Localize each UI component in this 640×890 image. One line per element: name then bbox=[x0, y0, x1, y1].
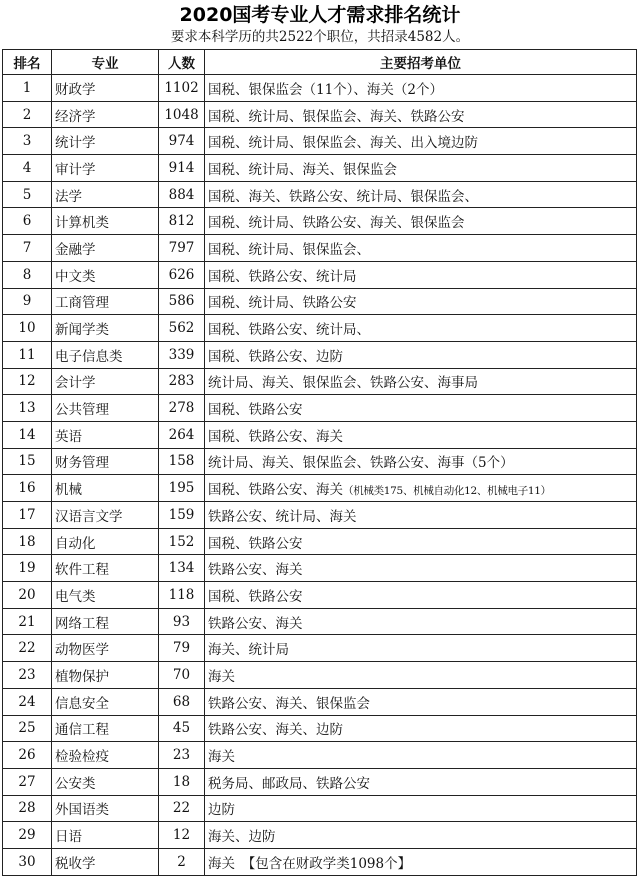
units-cell bbox=[205, 155, 637, 182]
major-cell: 检验检疫 bbox=[52, 742, 159, 769]
major-cell: 通信工程 bbox=[52, 715, 159, 742]
table-row bbox=[3, 635, 637, 662]
count-cell: 159 bbox=[159, 502, 205, 529]
count-cell: 22 bbox=[159, 795, 205, 822]
table-row bbox=[3, 715, 637, 742]
table-row bbox=[3, 768, 637, 795]
units-text: 铁路公安、统计局、海关 bbox=[208, 508, 357, 525]
rank-cell: 30 bbox=[3, 848, 52, 875]
major-cell: 工商管理 bbox=[52, 288, 159, 315]
table-row bbox=[3, 848, 637, 875]
units-cell bbox=[205, 528, 637, 555]
table-row bbox=[3, 448, 637, 475]
header-count: 人数 bbox=[159, 50, 205, 75]
units-text: 国税、统计局、铁路公安 bbox=[208, 295, 357, 312]
major-cell: 公共管理 bbox=[52, 395, 159, 422]
major-cell: 电子信息类 bbox=[52, 341, 159, 368]
table-row bbox=[3, 555, 637, 582]
units-text: 海关 bbox=[208, 749, 235, 766]
rank-cell: 6 bbox=[3, 208, 52, 235]
rank-cell: 27 bbox=[3, 768, 52, 795]
units-cell bbox=[205, 315, 637, 342]
units-cell bbox=[205, 288, 637, 315]
rank-cell: 17 bbox=[3, 502, 52, 529]
units-cell bbox=[205, 635, 637, 662]
units-text: 海关、边防 bbox=[208, 829, 276, 846]
rank-cell: 20 bbox=[3, 582, 52, 609]
table-row bbox=[3, 608, 637, 635]
table-row bbox=[3, 475, 637, 502]
units-cell bbox=[205, 502, 637, 529]
rank-cell: 3 bbox=[3, 128, 52, 155]
units-text: 边防 bbox=[208, 802, 235, 819]
units-text: 国税、铁路公安、海关 bbox=[208, 482, 343, 499]
count-cell: 283 bbox=[159, 368, 205, 395]
rank-cell: 18 bbox=[3, 528, 52, 555]
units-text: 国税、银保监会（11个）、海关（2个） bbox=[208, 81, 444, 98]
units-text: 铁路公安、海关、边防 bbox=[208, 722, 343, 739]
major-cell: 财务管理 bbox=[52, 448, 159, 475]
units-text: 国税、铁路公安、边防 bbox=[208, 348, 343, 365]
major-cell: 外国语类 bbox=[52, 795, 159, 822]
units-cell bbox=[205, 688, 637, 715]
units-text: 铁路公安、海关 bbox=[208, 562, 303, 579]
major-cell: 信息安全 bbox=[52, 688, 159, 715]
major-cell: 法学 bbox=[52, 181, 159, 208]
table-row bbox=[3, 528, 637, 555]
table-row bbox=[3, 128, 637, 155]
units-cell bbox=[205, 235, 637, 262]
page-subtitle: 要求本科学历的共2522个职位，共招录4582人。 bbox=[170, 29, 470, 45]
units-text: 海关、统计局 bbox=[208, 642, 289, 659]
major-cell: 计算机类 bbox=[52, 208, 159, 235]
table-row bbox=[3, 662, 637, 689]
units-text: 国税、统计局、银保监会、海关、出入境边防 bbox=[208, 135, 478, 152]
units-cell bbox=[205, 475, 637, 502]
count-cell: 586 bbox=[159, 288, 205, 315]
count-cell: 79 bbox=[159, 635, 205, 662]
units-cell bbox=[205, 662, 637, 689]
table-row bbox=[3, 155, 637, 182]
units-cell bbox=[205, 448, 637, 475]
units-cell bbox=[205, 395, 637, 422]
units-text: 铁路公安、海关、银保监会 bbox=[208, 695, 370, 712]
units-cell bbox=[205, 582, 637, 609]
count-cell: 134 bbox=[159, 555, 205, 582]
count-cell: 626 bbox=[159, 261, 205, 288]
units-text: 国税、铁路公安、统计局、 bbox=[208, 322, 370, 339]
header-major: 专业 bbox=[52, 50, 159, 75]
count-cell: 118 bbox=[159, 582, 205, 609]
count-cell: 1102 bbox=[159, 75, 205, 102]
rank-cell: 25 bbox=[3, 715, 52, 742]
units-text: 统计局、海关、银保监会、铁路公安、海事局 bbox=[208, 375, 478, 392]
units-cell bbox=[205, 768, 637, 795]
count-cell: 93 bbox=[159, 608, 205, 635]
major-cell: 会计学 bbox=[52, 368, 159, 395]
header-rank: 排名 bbox=[3, 50, 52, 75]
major-cell: 金融学 bbox=[52, 235, 159, 262]
units-text: 国税、统计局、银保监会、海关、铁路公安 bbox=[208, 108, 465, 125]
rank-cell: 8 bbox=[3, 261, 52, 288]
units-text: 国税、铁路公安、海关 bbox=[208, 428, 343, 445]
rank-cell: 12 bbox=[3, 368, 52, 395]
units-text: 海关 【包含在财政学类1098个】 bbox=[208, 855, 412, 872]
units-text: 国税、统计局、银保监会、 bbox=[208, 241, 370, 258]
units-cell bbox=[205, 822, 637, 849]
count-cell: 45 bbox=[159, 715, 205, 742]
count-cell: 70 bbox=[159, 662, 205, 689]
table-row bbox=[3, 75, 637, 102]
table-row bbox=[3, 181, 637, 208]
units-cell bbox=[205, 795, 637, 822]
units-cell bbox=[205, 101, 637, 128]
rank-cell: 15 bbox=[3, 448, 52, 475]
table-row bbox=[3, 101, 637, 128]
table-row bbox=[3, 688, 637, 715]
major-cell: 网络工程 bbox=[52, 608, 159, 635]
units-cell bbox=[205, 208, 637, 235]
rank-cell: 11 bbox=[3, 341, 52, 368]
rank-cell: 19 bbox=[3, 555, 52, 582]
units-cell bbox=[205, 128, 637, 155]
major-cell: 机械 bbox=[52, 475, 159, 502]
major-cell: 日语 bbox=[52, 822, 159, 849]
rank-cell: 24 bbox=[3, 688, 52, 715]
major-cell: 电气类 bbox=[52, 582, 159, 609]
page-title: 2020国考专业人才需求排名统计 bbox=[179, 4, 461, 26]
count-cell: 797 bbox=[159, 235, 205, 262]
table-row bbox=[3, 208, 637, 235]
count-cell: 562 bbox=[159, 315, 205, 342]
rank-cell: 10 bbox=[3, 315, 52, 342]
units-text: 国税、铁路公安 bbox=[208, 535, 303, 552]
major-cell: 审计学 bbox=[52, 155, 159, 182]
units-text: 统计局、海关、银保监会、铁路公安、海事（5个） bbox=[208, 455, 514, 472]
units-cell bbox=[205, 421, 637, 448]
major-cell: 植物保护 bbox=[52, 662, 159, 689]
rank-cell: 28 bbox=[3, 795, 52, 822]
table-row bbox=[3, 502, 637, 529]
major-cell: 中文类 bbox=[52, 261, 159, 288]
count-cell: 1048 bbox=[159, 101, 205, 128]
major-cell: 软件工程 bbox=[52, 555, 159, 582]
units-text: 国税、海关、铁路公安、统计局、银保监会、 bbox=[208, 188, 478, 205]
major-cell: 英语 bbox=[52, 421, 159, 448]
table-row bbox=[3, 261, 637, 288]
units-text: 税务局、邮政局、铁路公安 bbox=[208, 775, 370, 792]
rank-cell: 29 bbox=[3, 822, 52, 849]
count-cell: 339 bbox=[159, 341, 205, 368]
table-row bbox=[3, 822, 637, 849]
units-text: 海关 bbox=[208, 668, 235, 685]
rank-cell: 23 bbox=[3, 662, 52, 689]
rank-cell: 9 bbox=[3, 288, 52, 315]
units-text: 国税、统计局、铁路公安、海关、银保监会 bbox=[208, 215, 465, 232]
major-cell: 税收学 bbox=[52, 848, 159, 875]
count-cell: 914 bbox=[159, 155, 205, 182]
rank-cell: 26 bbox=[3, 742, 52, 769]
table-row bbox=[3, 795, 637, 822]
count-cell: 152 bbox=[159, 528, 205, 555]
units-text: 国税、铁路公安、统计局 bbox=[208, 268, 357, 285]
major-cell: 经济学 bbox=[52, 101, 159, 128]
major-cell: 动物医学 bbox=[52, 635, 159, 662]
units-cell bbox=[205, 368, 637, 395]
count-cell: 278 bbox=[159, 395, 205, 422]
rank-cell: 13 bbox=[3, 395, 52, 422]
rank-cell: 4 bbox=[3, 155, 52, 182]
units-text: 国税、铁路公安 bbox=[208, 588, 303, 605]
major-cell: 统计学 bbox=[52, 128, 159, 155]
units-cell bbox=[205, 261, 637, 288]
units-text: 铁路公安、海关 bbox=[208, 615, 303, 632]
units-cell bbox=[205, 181, 637, 208]
rank-cell: 16 bbox=[3, 475, 52, 502]
units-cell bbox=[205, 608, 637, 635]
table-row bbox=[3, 341, 637, 368]
count-cell: 18 bbox=[159, 768, 205, 795]
rank-cell: 1 bbox=[3, 75, 52, 102]
table-row bbox=[3, 421, 637, 448]
count-cell: 812 bbox=[159, 208, 205, 235]
units-cell bbox=[205, 742, 637, 769]
count-cell: 23 bbox=[159, 742, 205, 769]
table-row bbox=[3, 368, 637, 395]
rank-cell: 22 bbox=[3, 635, 52, 662]
rank-cell: 7 bbox=[3, 235, 52, 262]
units-note: （机械类175、机械自动化12、机械电子11） bbox=[343, 485, 551, 498]
count-cell: 884 bbox=[159, 181, 205, 208]
units-cell bbox=[205, 848, 637, 875]
units-cell bbox=[205, 341, 637, 368]
units-cell bbox=[205, 555, 637, 582]
units-cell bbox=[205, 715, 637, 742]
count-cell: 974 bbox=[159, 128, 205, 155]
major-cell: 汉语言文学 bbox=[52, 502, 159, 529]
header-units: 主要招考单位 bbox=[205, 50, 637, 75]
table-row bbox=[3, 235, 637, 262]
major-cell: 新闻学类 bbox=[52, 315, 159, 342]
table-row bbox=[3, 315, 637, 342]
count-cell: 12 bbox=[159, 822, 205, 849]
count-cell: 264 bbox=[159, 421, 205, 448]
major-cell: 财政学 bbox=[52, 75, 159, 102]
units-text: 国税、铁路公安 bbox=[208, 402, 303, 419]
major-cell: 公安类 bbox=[52, 768, 159, 795]
rank-cell: 5 bbox=[3, 181, 52, 208]
count-cell: 68 bbox=[159, 688, 205, 715]
table-row bbox=[3, 288, 637, 315]
rank-cell: 14 bbox=[3, 421, 52, 448]
ranking-table bbox=[2, 49, 637, 876]
rank-cell: 21 bbox=[3, 608, 52, 635]
count-cell: 158 bbox=[159, 448, 205, 475]
count-cell: 2 bbox=[159, 848, 205, 875]
table-header-row bbox=[3, 50, 637, 75]
major-cell: 自动化 bbox=[52, 528, 159, 555]
rank-cell: 2 bbox=[3, 101, 52, 128]
units-text: 国税、统计局、海关、银保监会 bbox=[208, 161, 397, 178]
table-row bbox=[3, 742, 637, 769]
table-body bbox=[3, 75, 637, 876]
units-cell bbox=[205, 75, 637, 102]
table-row bbox=[3, 395, 637, 422]
table-row bbox=[3, 582, 637, 609]
count-cell: 195 bbox=[159, 475, 205, 502]
